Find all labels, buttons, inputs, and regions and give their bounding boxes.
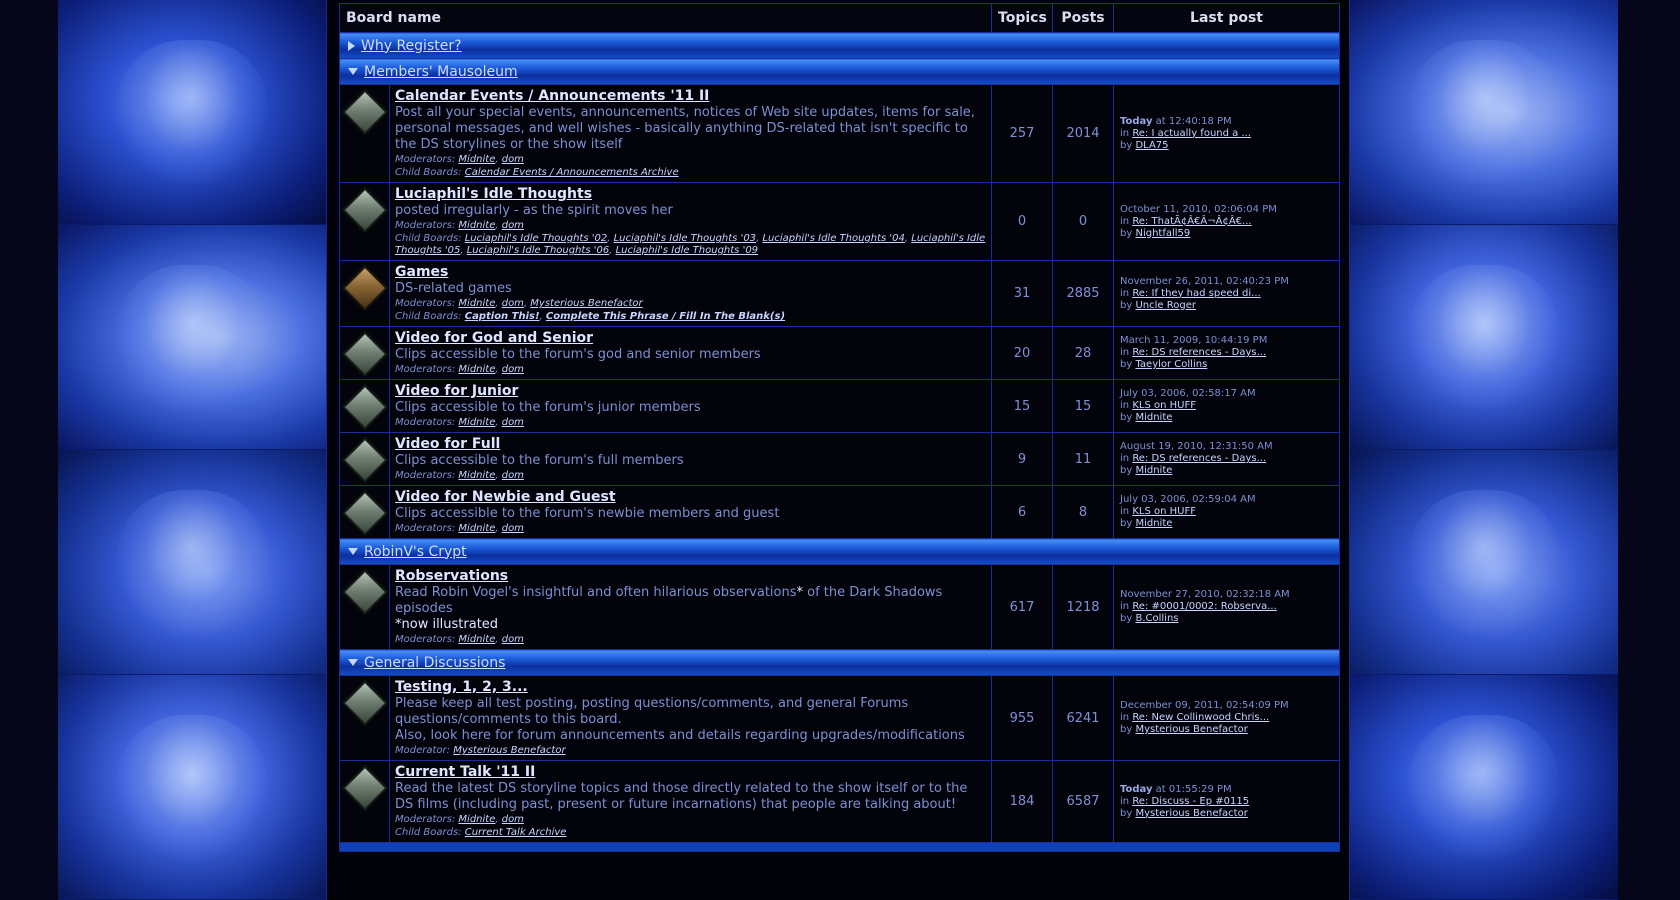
moderators-line: Moderators: Midnite, dom, Mysterious Benefactor [395,298,643,309]
moderator-link[interactable]: dom [501,154,524,165]
last-post-author-link[interactable]: Mysterious Benefactor [1135,807,1248,819]
board-row [340,380,1340,433]
last-post-author: by Taeylor Collins [1120,359,1208,370]
topics-count: 9 [992,433,1053,486]
col-header-topics: Topics [992,4,1053,33]
moderators-line: Moderators: Midnite, dom [395,523,524,534]
table-header-row [340,4,1340,33]
topics-count: 15 [992,380,1053,433]
category-bar [340,33,1340,59]
child-boards-line: Child Boards: Current Talk Archive [395,827,567,838]
board-row [340,565,1340,650]
description-highlight: * [796,585,803,600]
child-boards-line: Child Boards: Caption This!, Complete This Phrase / Fill In The Blank(s) [395,311,786,322]
child-board-link[interactable]: Luciaphil's Idle Thoughts '02 [464,233,608,244]
posts-count: 1218 [1053,565,1114,650]
board-description: Please keep all test posting, posting questions/comments, and general Forums questions/comments to this board. Also, look here for forum announcements and details regarding upgrades/modifications [395,696,965,743]
board-icon-cell [340,761,390,843]
last-post-date: October 11, 2010, 02:06:04 PM [1120,203,1277,215]
child-board-link[interactable]: Calendar Events / Announcements Archive [464,167,679,178]
portrait-image [58,675,326,900]
last-post-topic-link[interactable]: Re: Discuss - Ep #0115 [1132,795,1250,807]
portrait-image [58,225,326,450]
last-post-cell [1114,261,1340,327]
last-post-topic: in Re: If they had speed di... [1120,287,1261,299]
last-post-author-link[interactable]: Midnite [1135,412,1173,423]
board-info [390,565,992,650]
category-link[interactable]: Why Register? [361,37,462,54]
moderator-link[interactable]: Midnite [458,154,496,165]
moderator-link[interactable]: Midnite [458,298,496,309]
moderator-link[interactable]: dom [501,814,524,825]
moderator-link[interactable]: Midnite [458,634,496,645]
child-board-link[interactable]: Complete This Phrase / Fill In The Blank(s) [545,311,786,322]
no-new-posts-icon [343,386,385,428]
posts-count: 6241 [1053,676,1114,761]
last-post-author-link[interactable]: B.Collins [1135,613,1179,624]
category-bar [340,59,1340,85]
last-post-cell [1114,676,1340,761]
moderator-link[interactable]: Mysterious Benefactor [530,298,643,309]
last-post-topic-link[interactable]: KLS on HUFF [1132,400,1196,411]
last-post-author: by Midnite [1120,412,1173,423]
board-index-table [339,3,1340,852]
last-post-topic-link[interactable]: Re: ThatÃ¢Â€Â¬Â¢Â€... [1132,215,1252,227]
last-post-cell [1114,183,1340,261]
no-new-posts-icon [343,492,385,534]
last-post-author-link[interactable]: Mysterious Benefactor [1135,724,1248,735]
board-icon-cell [340,380,390,433]
moderator-link[interactable]: dom [501,523,524,534]
portrait-image [1350,675,1618,900]
board-title-link[interactable]: Calendar Events / Announcements '11 II [395,88,710,104]
last-post-date: July 03, 2006, 02:58:17 AM [1120,388,1256,399]
last-post-topic: in KLS on HUFF [1120,506,1196,517]
board-icon-cell [340,433,390,486]
board-title-link[interactable]: Robservations [395,568,509,584]
posts-count: 0 [1053,183,1114,261]
board-icon-cell [340,486,390,539]
last-post-cell [1114,85,1340,183]
last-post-date: July 03, 2006, 02:59:04 AM [1120,494,1256,505]
board-row [340,761,1340,843]
last-post-topic-link[interactable]: Re: New Collinwood Chris... [1132,712,1270,723]
last-post-author: by Nightfall59 [1120,227,1191,239]
category-bar [340,650,1340,676]
board-description: Read the latest DS storyline topics and those directly related to the show itself or to the DS films (including past, present or future incarnations) that people are talking about! [395,781,968,812]
last-post-topic-link[interactable]: Re: DS references - Days... [1132,347,1267,358]
board-info [390,433,992,486]
description-line: *now illustrated [395,617,499,632]
board-description: Post all your special events, announcements, notices of Web site updates, items for sale, personal messages, and well wishes - basically anything DS-related that isn't specific to the DS storylines or the show itself [395,105,975,152]
board-description: posted irregularly - as the spirit moves her [395,203,673,218]
last-post-today: Today [1120,783,1153,795]
category-link[interactable]: General Discussions [364,654,506,671]
last-post-cell [1114,327,1340,380]
last-post-author-link[interactable]: Uncle Roger [1135,299,1196,311]
child-boards-line: Child Boards: Calendar Events / Announcements Archive [395,167,679,178]
board-row [340,183,1340,261]
last-post-author-link[interactable]: Midnite [1135,465,1173,476]
board-description: Clips accessible to the forum's god and senior members [395,347,761,362]
board-title-link[interactable]: Testing, 1, 2, 3... [395,679,528,695]
moderator-link[interactable]: dom [501,470,524,481]
category-row [340,33,1340,59]
category-link[interactable]: Members' Mausoleum [364,63,518,80]
last-post-date: August 19, 2010, 12:31:50 AM [1120,441,1273,452]
category-row [340,59,1340,85]
moderators-line: Moderators: Midnite, dom [395,154,524,165]
board-icon-cell [340,565,390,650]
last-post-cell [1114,380,1340,433]
last-post-topic: in Re: ThatÃ¢Â€Â¬Â¢Â€... [1120,215,1252,227]
moderator-link[interactable]: dom [501,364,524,375]
portrait-image [58,450,326,675]
posts-count: 15 [1053,380,1114,433]
child-board-link[interactable]: Current Talk Archive [464,827,567,838]
no-new-posts-icon [343,682,385,724]
last-post-author: by Mysterious Benefactor [1120,807,1248,819]
no-new-posts-icon [343,333,385,375]
topics-count: 31 [992,261,1053,327]
last-post-date: March 11, 2009, 10:44:19 PM [1120,335,1268,346]
last-post-author-link[interactable]: Taeylor Collins [1135,359,1208,370]
no-new-posts-icon [343,571,385,613]
no-new-posts-icon [343,189,385,231]
collapse-icon[interactable] [348,68,358,75]
last-post-author: by Midnite [1120,518,1173,529]
category-row [340,539,1340,565]
category-header [344,38,1335,54]
board-info [390,761,992,843]
child-boards-line: Child Boards: Luciaphil's Idle Thoughts '02, Luciaphil's Idle Thoughts '03, Luciaphil's Idle Thoughts '04, Luciaphil's Idle Thoughts '05, Luciaphil's Idle Thoughts '06, Luciaphil's Idle Thoughts '09 [395,233,986,256]
last-post-author-link[interactable]: DLA75 [1135,139,1169,151]
child-board-link[interactable]: Luciaphil's Idle Thoughts '03 [613,233,757,244]
last-post-topic: in KLS on HUFF [1120,400,1196,411]
posts-count: 2014 [1053,85,1114,183]
moderator-link[interactable]: Midnite [458,417,496,428]
last-post-topic: in Re: DS references - Days... [1120,347,1267,358]
moderators-line: Moderators: Midnite, dom [395,814,524,825]
board-info [390,85,992,183]
last-post-author: by Midnite [1120,465,1173,476]
posts-count: 28 [1053,327,1114,380]
last-post-author-link[interactable]: Midnite [1135,518,1173,529]
last-post-today: Today [1120,115,1153,127]
category-header [344,64,1335,80]
category-row-partial [340,843,1340,852]
portrait-image [58,0,326,225]
portrait-image [1350,0,1618,225]
last-post-topic: in Re: New Collinwood Chris... [1120,712,1270,723]
child-board-link[interactable]: Caption This! [464,311,540,322]
board-row [340,261,1340,327]
category-bar [340,539,1340,565]
portrait-image [1350,225,1618,450]
moderator-link[interactable]: Midnite [458,470,496,481]
board-info [390,380,992,433]
no-new-posts-icon [343,767,385,809]
board-icon-cell [340,327,390,380]
board-row [340,433,1340,486]
moderator-link[interactable]: Midnite [458,220,496,231]
last-post-topic-link[interactable]: Re: I actually found a ... [1132,127,1251,139]
last-post-cell [1114,565,1340,650]
board-info [390,486,992,539]
board-description: Clips accessible to the forum's junior members [395,400,701,415]
col-header-last-post: Last post [1114,4,1340,33]
child-board-link[interactable]: Luciaphil's Idle Thoughts '04 [762,233,905,244]
last-post-date: Today at 12:40:18 PM [1120,115,1232,127]
category-header [344,655,1335,671]
expand-icon[interactable] [348,41,355,51]
board-description: Read Robin Vogel's insightful and often hilarious observations* of the Dark Shadows episodes *now illustrated [395,585,943,632]
board-title-link[interactable]: Video for Junior [395,383,519,399]
category-row [340,650,1340,676]
last-post-cell [1114,486,1340,539]
child-board-link[interactable]: Luciaphil's Idle Thoughts '09 [615,245,759,256]
last-post-author: by Uncle Roger [1120,299,1196,311]
portrait-image [1350,450,1618,675]
last-post-author: by DLA75 [1120,139,1169,151]
last-post-topic-link[interactable]: Re: DS references - Days... [1132,453,1267,464]
no-new-posts-icon [343,439,385,481]
board-icon-cell [340,183,390,261]
moderator-link[interactable]: Midnite [458,364,496,375]
last-post-cell [1114,761,1340,843]
collapse-icon[interactable] [348,659,358,666]
last-post-date: November 27, 2010, 02:32:18 AM [1120,589,1290,600]
moderator-link[interactable]: dom [501,634,524,645]
board-title-link[interactable]: Luciaphil's Idle Thoughts [395,186,593,202]
board-index-frame [326,0,1350,900]
board-row [340,327,1340,380]
board-info [390,676,992,761]
posts-count: 11 [1053,433,1114,486]
moderator-link[interactable]: Midnite [458,523,496,534]
child-board-link[interactable]: Luciaphil's Idle Thoughts '05 [395,233,986,256]
board-info [390,183,992,261]
posts-count: 8 [1053,486,1114,539]
child-board-link[interactable]: Luciaphil's Idle Thoughts '06 [466,245,610,256]
topics-count: 184 [992,761,1053,843]
description-line: Also, look here for forum announcements and details regarding upgrades/modifications [395,728,965,743]
last-post-topic: in Re: Discuss - Ep #0115 [1120,795,1250,807]
board-body [340,33,1340,852]
moderators-line: Moderators: Midnite, dom [395,220,524,231]
board-icon-cell [340,261,390,327]
board-row [340,85,1340,183]
last-post-topic: in Re: I actually found a ... [1120,127,1251,139]
board-icon-cell [340,676,390,761]
board-description: DS-related games [395,281,512,296]
moderators-line: Moderators: Midnite, dom [395,417,524,428]
moderators-line: Moderators: Midnite, dom [395,364,524,375]
last-post-author: by B.Collins [1120,613,1179,624]
category-link[interactable]: RobinV's Crypt [364,543,467,560]
new-posts-icon [343,267,385,309]
last-post-cell [1114,433,1340,486]
last-post-author: by Mysterious Benefactor [1120,724,1248,735]
board-info [390,261,992,327]
board-title-link[interactable]: Current Talk '11 II [395,764,536,780]
left-portrait-column [58,0,326,900]
board-info [390,327,992,380]
moderator-link[interactable]: dom [501,298,524,309]
topics-count: 257 [992,85,1053,183]
collapse-icon[interactable] [348,548,358,555]
last-post-date: December 09, 2011, 02:54:09 PM [1120,700,1289,711]
topics-count: 0 [992,183,1053,261]
moderator-link[interactable]: Mysterious Benefactor [453,745,566,756]
moderator-link[interactable]: Midnite [458,814,496,825]
board-row [340,486,1340,539]
posts-count: 2885 [1053,261,1114,327]
last-post-date: Today at 01:55:29 PM [1120,783,1232,795]
posts-count: 6587 [1053,761,1114,843]
last-post-topic-link[interactable]: Re: If they had speed di... [1132,287,1261,299]
right-portrait-column [1350,0,1618,900]
board-title-link[interactable]: Video for God and Senior [395,330,594,346]
moderator-link[interactable]: dom [501,220,524,231]
moderators-line: Moderators: Midnite, dom [395,470,524,481]
board-icon-cell [340,85,390,183]
no-new-posts-icon [343,91,385,133]
board-description: Clips accessible to the forum's full members [395,453,684,468]
board-title-link[interactable]: Video for Full [395,436,501,452]
last-post-date: November 26, 2011, 02:40:23 PM [1120,275,1289,287]
last-post-author-link[interactable]: Nightfall59 [1135,227,1191,239]
moderator-link[interactable]: dom [501,417,524,428]
last-post-topic-link[interactable]: Re: #0001/0002: Robserva... [1132,601,1277,612]
col-header-board: Board name [340,4,992,33]
topics-count: 20 [992,327,1053,380]
topics-count: 617 [992,565,1053,650]
last-post-topic: in Re: #0001/0002: Robserva... [1120,601,1277,612]
last-post-topic: in Re: DS references - Days... [1120,453,1267,464]
board-description: Clips accessible to the forum's newbie members and guest [395,506,780,521]
moderators-line: Moderators: Midnite, dom [395,634,524,645]
category-header [344,544,1335,560]
col-header-posts: Posts [1053,4,1114,33]
board-title-link[interactable]: Games [395,264,449,280]
topics-count: 6 [992,486,1053,539]
topics-count: 955 [992,676,1053,761]
last-post-topic-link[interactable]: KLS on HUFF [1132,506,1196,517]
board-row [340,676,1340,761]
board-title-link[interactable]: Video for Newbie and Guest [395,489,616,505]
moderators-line: Moderator: Mysterious Benefactor [395,745,566,756]
